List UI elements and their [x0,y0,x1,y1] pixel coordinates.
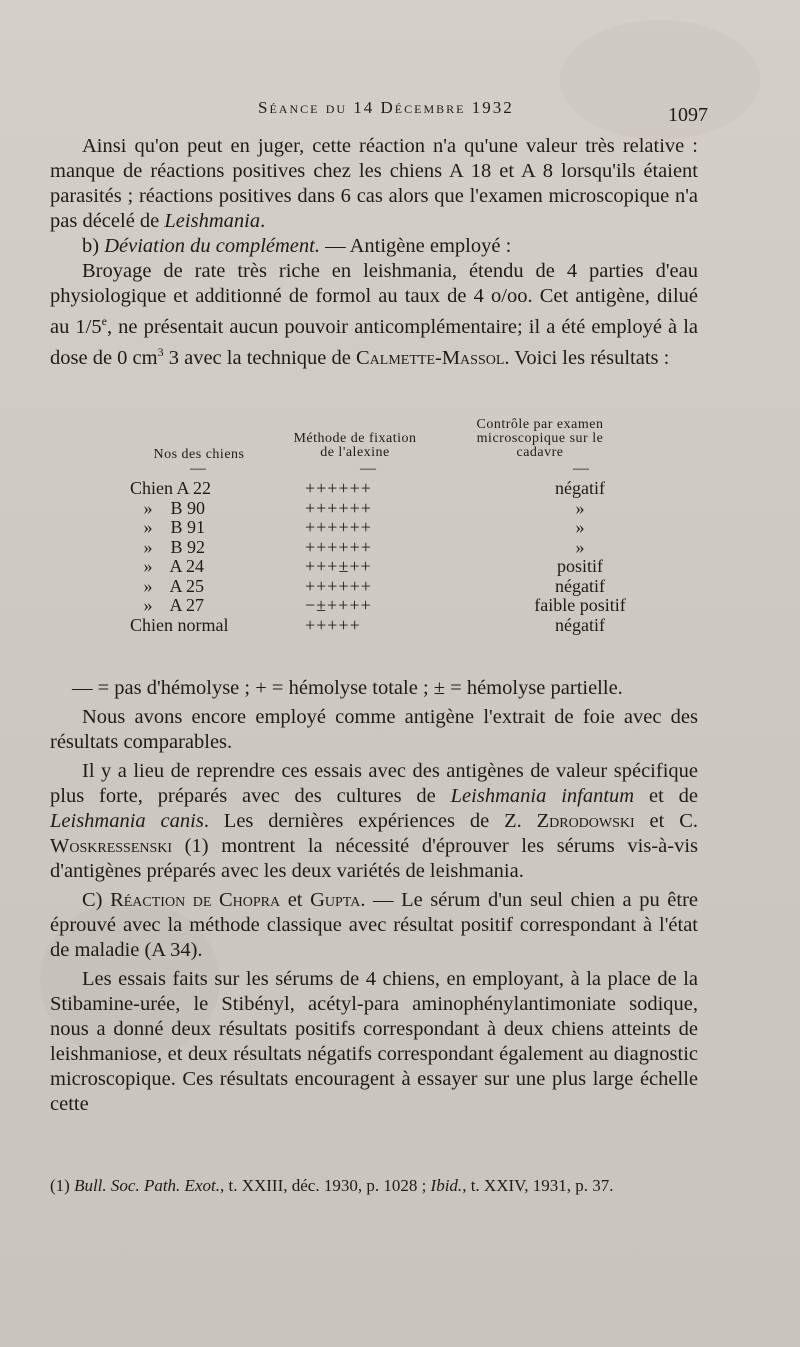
table-row [130,478,690,498]
column-header-method: Méthode de fixation de l'alexine [293,431,417,460]
result-cell: négatif [555,478,605,498]
body-text-bottom [50,676,698,1117]
result-cell: » [575,517,585,537]
result-cell: faible positif [534,595,626,615]
paragraph-deviation: b) Déviation du complément. — Antigène employé : [82,235,512,257]
paragraph-antigen: Broyage de rate très riche en leishmania, étendu de 4 parties d'eau physiologique et additionné de formol au taux de 4 o/oo. Cet antigène, dilué au 1/5e, ne présentait aucun pouvoir anticomplémentaire; il a été employé à la dose de 0 $cm^3$ 3 avec la technique de Calmette-Massol. Voici les résultats : [50,260,699,369]
table-row [130,615,690,635]
running-head [0,98,800,128]
result-cell: positif [556,556,603,576]
dog-cell: Chien normal [130,614,229,635]
header-dash: — [573,460,589,477]
header-dash: — [190,460,206,477]
body-text-top [50,134,698,371]
dog-cell: Chien A 22 [130,478,212,498]
table-body [130,478,690,634]
result-cell: négatif [555,575,605,596]
paragraph-further-tests: Il y a lieu de reprendre ces essais avec des antigènes de valeur spécifique plus forte, préparés avec des cultures de Leishmania infantum et de Leishmania canis. Les dernières expériences de Z. Zdrodowski et C. Woskressenski (1) montrent la nécessité d'éprouver les sérums vis-à-vis d'antigènes préparés avec les deux variétés de leishmania. [50,760,698,882]
method-cell: +++++ [305,614,361,635]
footnote: (1) Bull. Soc. Path. Exot., t. XXIII, déc. 1930, p. 1028 ; Ibid., t. XXIV, 1931, p. 37. [50,1176,614,1195]
column-header-control: Contrôle par examen microscopique sur le cadavre [476,417,604,460]
table-row [130,576,690,596]
dog-cell: » B 91 [130,517,206,537]
dog-cell: » A 27 [130,595,205,615]
method-cell: ++++++ [305,536,372,557]
method-cell: ++++++ [305,497,372,518]
paragraph-chopra-gupta: C) Réaction de Chopra et Gupta. — Le sérum d'un seul chien a pu être éprouvé avec la méthode classique avec résultat positif correspondant à l'état de maladie (A 34). [50,889,699,961]
method-cell: ++++++ [305,517,372,537]
results-table [130,418,690,648]
paragraph-liver-antigen: Nous avons encore employé comme antigène l'extrait de foie avec des résultats comparables. [50,706,698,753]
page-number: 1097 [668,104,708,126]
table-row [130,517,690,537]
result-cell: » [575,497,585,518]
paragraph-stibenyl: Les essais faits sur les sérums de 4 chiens, en employant, à la place de la Stibamine-urée, le Stibényl, acétyl-para aminophénylantimoniate sodique, nous a donné deux résultats positifs correspondant à deux chiens atteints de leishmaniose, et deux résultats négatifs correspondant également au diagnostic microscopique. Ces résultats encouragent à essayer sur une plus large échelle cette [50,968,698,1115]
dog-cell: » A 25 [130,575,205,596]
dog-cell: » A 24 [130,556,205,576]
dog-cell: » B 90 [130,497,206,518]
column-header-dogs: Nos des chiens [153,447,245,462]
method-cell: ++++++ [305,575,372,596]
header-dash: — [360,460,376,477]
table-row [130,556,690,576]
table-row [130,498,690,518]
method-cell: ++++++ [305,478,372,498]
legend-paragraph: — = pas d'hémolyse ; + = hémolyse totale ; ± = hémolyse partielle. [72,677,623,699]
dog-cell: » B 92 [130,536,206,557]
paragraph-1: Ainsi qu'on peut en juger, cette réaction n'a qu'une valeur très relative : manque de réactions positives chez les chiens A 18 et A 8 lorsqu'ils étaient parasités ; réactions positives dans 6 cas alors que l'examen microscopique n'a pas décelé de Leishmania. [50,135,698,232]
method-cell: +++±++ [305,556,372,576]
table-row [130,537,690,557]
result-cell: négatif [555,614,605,635]
result-cell: » [575,536,585,557]
running-title: Séance du 14 Décembre 1932 [258,98,514,117]
table-row [130,595,690,615]
method-cell: −±++++ [305,595,372,615]
